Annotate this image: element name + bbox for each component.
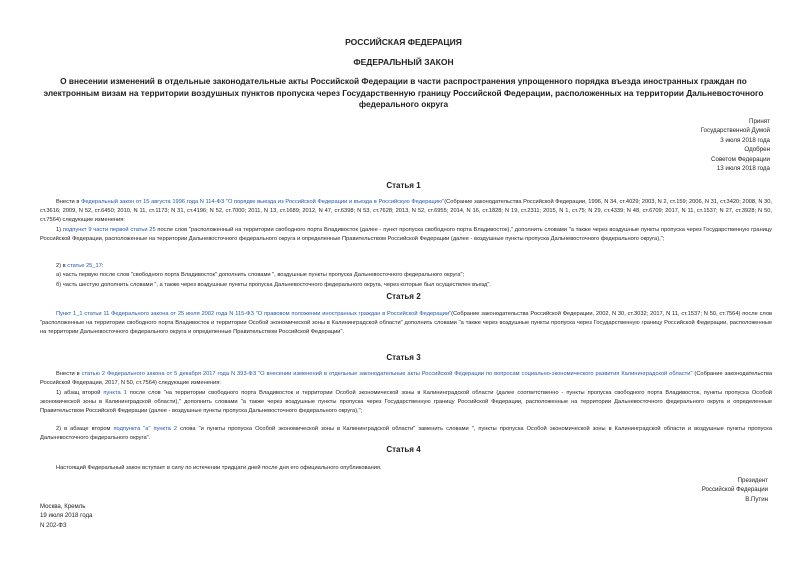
place: Москва, Кремль (40, 503, 86, 510)
article-1-item-2b: б) часть шестую дополнить словами ", а также через воздушные пункты пропуска Дальневосточного федерального округа, через которые был осуществлен въезд". (56, 282, 491, 288)
article-2-heading: Статья 2 (386, 292, 421, 301)
article-3-heading: Статья 3 (386, 353, 421, 362)
law-link[interactable]: статью 2 Федерального закона от 5 декабря 2017 года N 393-ФЗ "О внесении изменений в отдельные законодательные акты Российской Федерации по вопросам социально-экономического развития Калининградской области" (81, 371, 693, 377)
law-link[interactable]: подпункт 9 части первой статьи 25 (62, 227, 156, 233)
adoption-line: Советом Федерации (711, 155, 770, 163)
adoption-line: Одобрен (744, 146, 770, 154)
signing-date: 19 июля 2018 года (40, 512, 93, 520)
adoption-block (610, 117, 770, 173)
article-1-item-2a: а) часть первую после слов "свободного порта Владивосток" дополнить словами ", воздушные пункты пропуска Дальневосточного федерального округа"; (56, 272, 465, 278)
country-heading: РОССИЙСКАЯ ФЕДЕРАЦИЯ (345, 37, 462, 47)
law-number: N 202-ФЗ (40, 521, 67, 529)
article-3-item-2: 2) в абзаце втором подпункта "а" пункта 2 слова "и пункты пропуска Особой экономической зоны в Калининградской области" заменить словами ", пункты пропуска Особой экономической зоны в Калининградской области и воздушные пункты пропуска Дальневосточного федерального округа". (40, 426, 773, 442)
adoption-line: Принят (749, 118, 770, 125)
adoption-date: 3 июля 2018 года (720, 136, 770, 144)
signature-title: Президент (737, 477, 768, 484)
article-2-text: Пункт 1_1 статьи 11 Федерального закона от 25 июля 2002 года N 115-ФЗ "О правовом положении иностранных граждан в Российской Федерации"(Собрание законодательства Российской Федерации, 2002, N 30, ст.3032; 2017, N 11, ст.1537; N 50, ст.7564) после слов "расположенные на территории свободного порта Владивосток и территории Особой экономической зоны в Калининградской области" дополнить словами "а также через воздушные пункты пропуска через Государственную границу Российской Федерации, расположенные на территории Дальневосточного федерального округа и определенные Правительством Российской Федерации". (40, 311, 772, 336)
signature-name: В.Путин (745, 495, 768, 503)
law-title: О внесении изменений в отдельные законодательные акты Российской Федерации в части распространения упрощенного порядка въезда иностранных граждан по электронным визам на территории воздушных пунктов пропуска через Государственную границу Российской Федерации, расположенных на территории Дальневосточного федерального округа (43, 76, 764, 109)
article-1-intro: Внести в Федеральный закон от 15 августа 1996 года N 114-ФЗ "О порядке выезда из Российской Федерации и въезда в Российскую Федерацию"(Собрание законодательства Российской Федерации, 1996, N 34, ст.4029; 2003, N 2, ст.159; 2006, N 31, ст.3420; 2008, N 30, ст.3616; 2009, N 52, ст.6450; 2010, N 11, ст.1173; N 31, ст.4196; N 52, ст.7000; 2011, N 13, ст.1689; 2012, N 47, ст.6398; N 53, ст.7628; 2013, N 52, ст.6955; 2014, N 16, ст.1828; N 19, ст.2311; 2015, N 1, ст.75; N 29, ст.4339; N 48, ст.6709; 2017, N 11, ст.1537; N 27, ст.3928; N 50, ст.7564) следующие изменения: (40, 199, 772, 224)
signature-block (568, 476, 768, 504)
signature-title: Российской Федерации (701, 486, 768, 494)
article-1-item-2: 2) в статье 25_17: (56, 263, 104, 269)
adoption-line: Государственной Думой (700, 127, 770, 135)
article-3-item-1: 1) абзац второй пункта 1 после слов "на территории свободного порта Владивосток и территории Особой экономической зоны в Калининградской области (далее соответственно - пункты пропуска свободного порта Владивосток, пункты пропуска Особой экономической зоны в Калининградской области)," дополнить словами "а также через воздушные пункты пропуска через Государственную границу Российской Федерации, расположенные на территории Дальневосточного федерального округа и определенные Правительством Российской Федерации (далее - воздушные пункты пропуска Дальневосточного федерального округа),"; (40, 390, 772, 415)
law-link[interactable]: подпункта "а" пункта 2 (113, 426, 178, 432)
article-3-intro: Внести в статью 2 Федерального закона от 5 декабря 2017 года N 393-ФЗ "О внесении изменений в отдельные законодательные акты Российской Федерации по вопросам социально-экономического развития Калининградской области" (Собрание законодательства Российской Федерации, 2017, N 50, ст.7564) следующие изменения: (40, 371, 772, 387)
article-1-heading: Статья 1 (386, 181, 421, 190)
law-link[interactable]: Федеральный закон от 15 августа 1996 года N 114-ФЗ "О порядке выезда из Российской Федерации и въезда в Российскую Федерацию" (81, 199, 445, 205)
law-link[interactable]: Пункт 1_1 статьи 11 Федерального закона от 25 июля 2002 года N 115-ФЗ "О правовом положении иностранных граждан в Российской Федерации" (56, 311, 452, 317)
article-4-text: Настоящий Федеральный закон вступает в силу по истечении тридцати дней после дня его официального опубликования. (56, 465, 382, 471)
place-date-block (40, 502, 92, 530)
adoption-date: 13 июля 2018 года (716, 165, 770, 173)
law-link[interactable]: пункта 1 (103, 390, 127, 396)
article-4-heading: Статья 4 (386, 445, 421, 454)
article-1-item-1: 1) подпункт 9 части первой статьи 25 после слов "расположенный на территории свободного порта Владивосток (далее - пункт пропуска свободного порта Владивосток)," дополнить словами "а также через воздушные пункты пропуска через Государственную границу Российской Федерации, расположенные на территории Дальневосточного федерального округа и определенные Правительством Российской Федерации (далее - воздушные пункты пропуска Дальневосточного федерального округа),"; (40, 227, 772, 243)
doc-type-heading: ФЕДЕРАЛЬНЫЙ ЗАКОН (353, 57, 454, 67)
law-link[interactable]: статье 25_17 (67, 263, 102, 269)
